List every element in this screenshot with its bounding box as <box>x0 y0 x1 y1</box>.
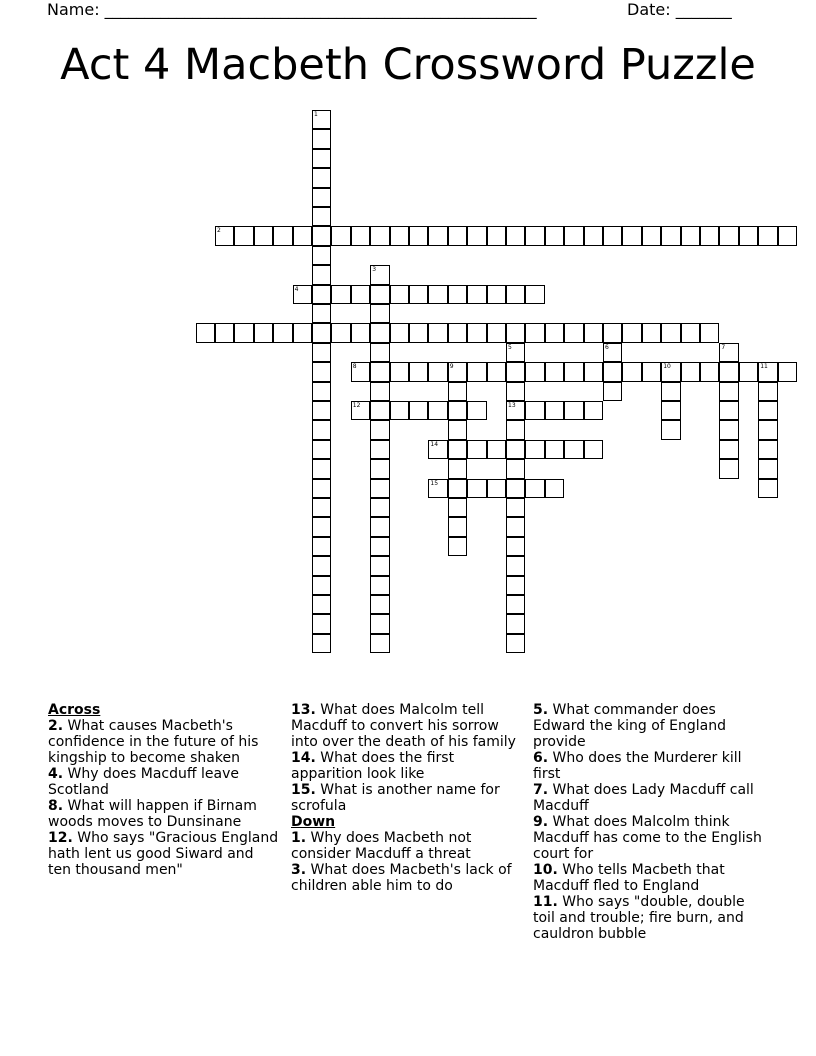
grid-cell[interactable] <box>506 479 525 498</box>
clue-number: 9. <box>533 814 549 830</box>
grid-cell[interactable] <box>506 440 525 459</box>
clue-item <box>291 782 519 814</box>
clue-number: 4 <box>294 285 299 293</box>
clue-text: Who tells Macbeth that Macduff fled to England <box>533 862 725 894</box>
grid-cell[interactable] <box>564 362 583 381</box>
grid-cell[interactable] <box>661 323 680 342</box>
grid-cell[interactable] <box>506 285 525 304</box>
clue-item <box>533 894 769 942</box>
clue-number: 15 <box>430 479 439 487</box>
grid-cell[interactable] <box>506 362 525 381</box>
clue-text: What causes Macbeth's confidence in the future of his kingship to become shaken <box>48 718 259 766</box>
grid-cell[interactable] <box>370 479 389 498</box>
grid-cell[interactable] <box>312 149 331 168</box>
grid-cell[interactable] <box>312 420 331 439</box>
clue-text: What will happen if Birnam woods moves to Dunsinane <box>48 798 257 830</box>
clues-column-3 <box>533 702 769 942</box>
grid-cell[interactable] <box>545 479 564 498</box>
grid-cell[interactable] <box>506 382 525 401</box>
grid-cell[interactable] <box>370 459 389 478</box>
grid-cell[interactable] <box>681 323 700 342</box>
grid-cell[interactable] <box>331 226 350 245</box>
grid-cell[interactable] <box>506 537 525 556</box>
grid-cell[interactable] <box>428 226 447 245</box>
grid-cell[interactable] <box>312 343 331 362</box>
clue-item <box>48 718 280 766</box>
grid-cell[interactable] <box>448 382 467 401</box>
grid-cell[interactable] <box>506 576 525 595</box>
grid-cell[interactable] <box>234 323 253 342</box>
grid-cell[interactable] <box>196 323 215 342</box>
clue-item <box>533 702 769 750</box>
grid-cell[interactable] <box>584 440 603 459</box>
grid-cell[interactable] <box>293 285 312 304</box>
grid-cell[interactable] <box>312 265 331 284</box>
grid-cell[interactable] <box>312 459 331 478</box>
grid-cell[interactable] <box>312 226 331 245</box>
grid-cell[interactable] <box>603 343 622 362</box>
grid-cell[interactable] <box>719 343 738 362</box>
grid-cell[interactable] <box>351 362 370 381</box>
grid-cell[interactable] <box>370 614 389 633</box>
grid-cell[interactable] <box>351 323 370 342</box>
grid-cell[interactable] <box>642 362 661 381</box>
clue-item <box>533 750 769 782</box>
grid-cell[interactable] <box>312 168 331 187</box>
grid-cell[interactable] <box>428 479 447 498</box>
grid-cell[interactable] <box>312 440 331 459</box>
clue-number: 6 <box>605 343 609 351</box>
grid-cell[interactable] <box>312 537 331 556</box>
grid-cell[interactable] <box>370 265 389 284</box>
grid-cell[interactable] <box>622 323 641 342</box>
grid-cell[interactable] <box>448 537 467 556</box>
grid-cell[interactable] <box>390 362 409 381</box>
grid-cell[interactable] <box>545 401 564 420</box>
grid-cell[interactable] <box>293 226 312 245</box>
grid-cell[interactable] <box>681 362 700 381</box>
grid-cell[interactable] <box>506 556 525 575</box>
grid-cell[interactable] <box>642 226 661 245</box>
grid-cell[interactable] <box>351 285 370 304</box>
clue-text: What is another name for scrofula <box>291 782 500 814</box>
grid-cell[interactable] <box>603 382 622 401</box>
clue-text: Why does Macbeth not consider Macduff a threat <box>291 830 472 862</box>
grid-cell[interactable] <box>409 226 428 245</box>
page-title: Act 4 Macbeth Crossword Puzzle <box>60 40 756 90</box>
grid-cell[interactable] <box>215 323 234 342</box>
grid-cell[interactable] <box>428 440 447 459</box>
grid-cell[interactable] <box>719 382 738 401</box>
grid-cell[interactable] <box>758 362 777 381</box>
grid-cell[interactable] <box>506 323 525 342</box>
clue-number: 11 <box>760 363 768 371</box>
grid-cell[interactable] <box>351 226 370 245</box>
grid-cell[interactable] <box>370 362 389 381</box>
grid-cell[interactable] <box>312 362 331 381</box>
clue-item <box>291 750 519 782</box>
grid-cell[interactable] <box>312 595 331 614</box>
clue-number: 12 <box>352 402 361 409</box>
grid-cell[interactable] <box>506 634 525 653</box>
grid-cell[interactable] <box>506 498 525 517</box>
grid-cell[interactable] <box>273 226 292 245</box>
grid-cell[interactable] <box>312 382 331 401</box>
grid-cell[interactable] <box>448 517 467 536</box>
clue-number: 15. <box>291 782 316 798</box>
clue-item <box>291 862 519 894</box>
grid-cell[interactable] <box>467 440 486 459</box>
grid-cell[interactable] <box>584 362 603 381</box>
grid-cell[interactable] <box>390 285 409 304</box>
grid-cell[interactable] <box>487 323 506 342</box>
grid-cell[interactable] <box>545 440 564 459</box>
grid-cell[interactable] <box>370 498 389 517</box>
clue-number: 14 <box>430 440 439 448</box>
grid-cell[interactable] <box>525 323 544 342</box>
grid-cell[interactable] <box>525 362 544 381</box>
grid-cell[interactable] <box>719 440 738 459</box>
grid-cell[interactable] <box>506 595 525 614</box>
across-heading: Across <box>48 702 101 718</box>
grid-cell[interactable] <box>584 226 603 245</box>
clue-item <box>291 702 519 750</box>
grid-cell[interactable] <box>448 285 467 304</box>
grid-cell[interactable] <box>778 362 797 381</box>
grid-cell[interactable] <box>487 285 506 304</box>
grid-cell[interactable] <box>467 323 486 342</box>
grid-cell[interactable] <box>564 401 583 420</box>
grid-cell[interactable] <box>525 440 544 459</box>
grid-cell[interactable] <box>254 323 273 342</box>
grid-cell[interactable] <box>409 362 428 381</box>
grid-cell[interactable] <box>719 420 738 439</box>
clue-text: Who says "double, double toil and trouble; fire burn, and cauldron bubble <box>533 894 745 942</box>
clue-number: 8 <box>352 363 357 371</box>
grid-cell[interactable] <box>661 401 680 420</box>
grid-cell[interactable] <box>293 323 312 342</box>
grid-cell[interactable] <box>758 459 777 478</box>
grid-cell[interactable] <box>312 285 331 304</box>
grid-cell[interactable] <box>661 420 680 439</box>
grid-cell[interactable] <box>467 285 486 304</box>
clue-number: 10. <box>533 862 558 878</box>
clues-column-2 <box>291 702 519 894</box>
grid-cell[interactable] <box>312 634 331 653</box>
grid-cell[interactable] <box>584 323 603 342</box>
grid-cell[interactable] <box>584 401 603 420</box>
grid-cell[interactable] <box>448 323 467 342</box>
grid-cell[interactable] <box>254 226 273 245</box>
grid-cell[interactable] <box>487 479 506 498</box>
clue-number: 13. <box>291 702 316 718</box>
grid-cell[interactable] <box>778 226 797 245</box>
grid-cell[interactable] <box>467 401 486 420</box>
grid-cell[interactable] <box>545 226 564 245</box>
grid-cell[interactable] <box>428 323 447 342</box>
grid-cell[interactable] <box>370 401 389 420</box>
clue-text: What does Lady Macduff call Macduff <box>533 782 754 814</box>
clue-text: Who says "Gracious England hath lent us good Siward and ten thousand men" <box>48 830 279 878</box>
clue-number: 3 <box>372 266 377 274</box>
clue-number: 11. <box>533 894 558 910</box>
grid-cell[interactable] <box>370 323 389 342</box>
grid-cell[interactable] <box>312 304 331 323</box>
clue-text: What does Malcolm tell Macduff to convert his sorrow into over the death of his family <box>291 702 516 750</box>
grid-cell[interactable] <box>370 285 389 304</box>
clue-number: 3. <box>291 862 307 878</box>
grid-cell[interactable] <box>525 479 544 498</box>
grid-cell[interactable] <box>564 226 583 245</box>
grid-cell[interactable] <box>719 401 738 420</box>
grid-cell[interactable] <box>390 226 409 245</box>
grid-cell[interactable] <box>719 362 738 381</box>
clue-number: 2 <box>217 227 221 235</box>
grid-cell[interactable] <box>448 479 467 498</box>
clue-number: 1. <box>291 830 307 846</box>
grid-cell[interactable] <box>448 420 467 439</box>
grid-cell[interactable] <box>312 110 331 129</box>
clue-number: 5 <box>508 343 512 351</box>
grid-cell[interactable] <box>312 323 331 342</box>
grid-cell[interactable] <box>487 362 506 381</box>
grid-cell[interactable] <box>506 459 525 478</box>
grid-cell[interactable] <box>681 226 700 245</box>
clue-item <box>48 830 280 878</box>
grid-cell[interactable] <box>409 285 428 304</box>
grid-cell[interactable] <box>506 343 525 362</box>
grid-cell[interactable] <box>661 382 680 401</box>
name-field-label[interactable]: Name: ______________________________________________________ <box>47 0 537 19</box>
grid-cell[interactable] <box>506 614 525 633</box>
grid-cell[interactable] <box>448 498 467 517</box>
date-field-label[interactable]: Date: _______ <box>627 0 732 19</box>
grid-cell[interactable] <box>719 226 738 245</box>
grid-cell[interactable] <box>467 479 486 498</box>
grid-cell[interactable] <box>409 323 428 342</box>
grid-cell[interactable] <box>506 401 525 420</box>
clue-item <box>533 782 769 814</box>
grid-cell[interactable] <box>370 634 389 653</box>
grid-cell[interactable] <box>312 517 331 536</box>
grid-cell[interactable] <box>331 323 350 342</box>
grid-cell[interactable] <box>603 323 622 342</box>
grid-cell[interactable] <box>370 576 389 595</box>
clue-number: 6. <box>533 750 549 766</box>
grid-cell[interactable] <box>448 401 467 420</box>
clue-number: 9 <box>449 363 454 371</box>
grid-cell[interactable] <box>719 459 738 478</box>
grid-cell[interactable] <box>545 362 564 381</box>
grid-cell[interactable] <box>758 401 777 420</box>
clue-number: 7. <box>533 782 549 798</box>
clue-text: What does Malcolm think Macduff has come to the English court for <box>533 814 762 862</box>
grid-cell[interactable] <box>739 362 758 381</box>
grid-cell[interactable] <box>603 362 622 381</box>
grid-cell[interactable] <box>622 226 641 245</box>
clue-text: Who does the Murderer kill first <box>533 750 742 782</box>
clue-item <box>48 798 280 830</box>
grid-cell[interactable] <box>428 362 447 381</box>
grid-cell[interactable] <box>312 576 331 595</box>
grid-cell[interactable] <box>370 343 389 362</box>
grid-cell[interactable] <box>564 440 583 459</box>
down-heading: Down <box>291 814 336 830</box>
grid-cell[interactable] <box>370 556 389 575</box>
grid-cell[interactable] <box>506 517 525 536</box>
grid-cell[interactable] <box>642 323 661 342</box>
grid-cell[interactable] <box>428 285 447 304</box>
grid-cell[interactable] <box>312 129 331 148</box>
grid-cell[interactable] <box>409 401 428 420</box>
grid-cell[interactable] <box>603 226 622 245</box>
grid-cell[interactable] <box>370 226 389 245</box>
grid-cell[interactable] <box>312 188 331 207</box>
grid-cell[interactable] <box>448 362 467 381</box>
clue-number: 10 <box>663 363 671 371</box>
grid-cell[interactable] <box>448 440 467 459</box>
grid-cell[interactable] <box>448 459 467 478</box>
clue-number: 13 <box>508 402 516 409</box>
grid-cell[interactable] <box>312 479 331 498</box>
clue-item <box>48 766 280 798</box>
grid-cell[interactable] <box>467 226 486 245</box>
clue-number: 14. <box>291 750 316 766</box>
grid-cell[interactable] <box>622 362 641 381</box>
grid-cell[interactable] <box>312 556 331 575</box>
clue-number: 4. <box>48 766 64 782</box>
grid-cell[interactable] <box>370 537 389 556</box>
grid-cell[interactable] <box>312 401 331 420</box>
grid-cell[interactable] <box>273 323 292 342</box>
grid-cell[interactable] <box>448 226 467 245</box>
grid-cell[interactable] <box>487 440 506 459</box>
clue-number: 7 <box>721 343 726 351</box>
grid-cell[interactable] <box>758 226 777 245</box>
grid-cell[interactable] <box>564 323 583 342</box>
grid-cell[interactable] <box>545 323 564 342</box>
clue-text: What does the first apparition look like <box>291 750 455 782</box>
grid-cell[interactable] <box>312 614 331 633</box>
grid-cell[interactable] <box>758 440 777 459</box>
clue-item <box>533 862 769 894</box>
grid-cell[interactable] <box>370 595 389 614</box>
grid-cell[interactable] <box>351 401 370 420</box>
grid-cell[interactable] <box>215 226 234 245</box>
grid-cell[interactable] <box>739 226 758 245</box>
clue-number: 1 <box>314 111 318 118</box>
grid-cell[interactable] <box>312 246 331 265</box>
grid-cell[interactable] <box>370 440 389 459</box>
grid-cell[interactable] <box>331 285 350 304</box>
clues-column-1 <box>48 702 280 878</box>
grid-cell[interactable] <box>525 401 544 420</box>
clue-item <box>533 814 769 862</box>
clue-item <box>291 830 519 862</box>
grid-cell[interactable] <box>506 420 525 439</box>
grid-cell[interactable] <box>758 479 777 498</box>
grid-cell[interactable] <box>370 420 389 439</box>
clue-number: 2. <box>48 718 64 734</box>
grid-cell[interactable] <box>661 362 680 381</box>
grid-cell[interactable] <box>312 498 331 517</box>
clue-number: 12. <box>48 830 73 846</box>
grid-cell[interactable] <box>758 420 777 439</box>
grid-cell[interactable] <box>700 226 719 245</box>
clue-text: Why does Macduff leave Scotland <box>48 766 239 798</box>
clue-text: What commander does Edward the king of England provide <box>533 702 727 750</box>
grid-cell[interactable] <box>370 304 389 323</box>
grid-cell[interactable] <box>700 323 719 342</box>
grid-cell[interactable] <box>390 323 409 342</box>
grid-cell[interactable] <box>525 285 544 304</box>
grid-cell[interactable] <box>370 517 389 536</box>
grid-cell[interactable] <box>370 382 389 401</box>
clue-number: 5. <box>533 702 549 718</box>
clue-text: What does Macbeth's lack of children able him to do <box>291 862 512 894</box>
grid-cell[interactable] <box>700 362 719 381</box>
clue-number: 8. <box>48 798 64 814</box>
grid-cell[interactable] <box>525 226 544 245</box>
grid-cell[interactable] <box>758 382 777 401</box>
grid-cell[interactable] <box>312 207 331 226</box>
grid-cell[interactable] <box>487 226 506 245</box>
grid-cell[interactable] <box>467 362 486 381</box>
grid-cell[interactable] <box>661 226 680 245</box>
grid-cell[interactable] <box>234 226 253 245</box>
grid-cell[interactable] <box>390 401 409 420</box>
grid-cell[interactable] <box>506 226 525 245</box>
grid-cell[interactable] <box>428 401 447 420</box>
